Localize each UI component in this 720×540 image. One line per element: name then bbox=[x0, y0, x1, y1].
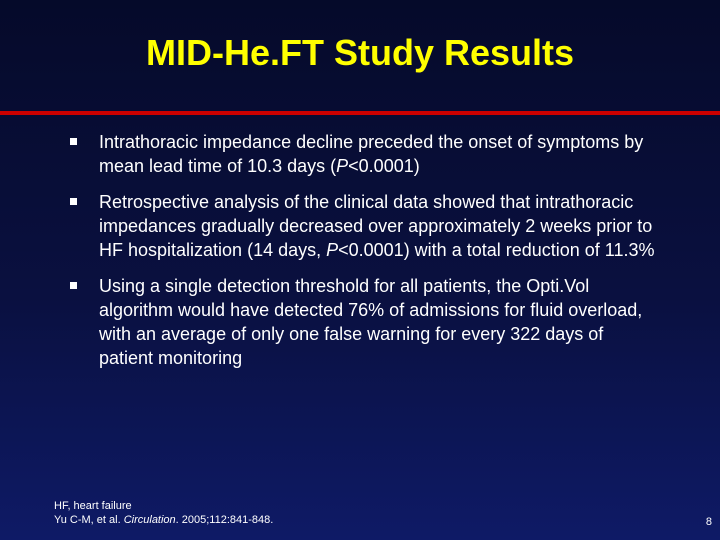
bullet-list bbox=[70, 130, 660, 382]
abbreviation-note: HF, heart failure bbox=[54, 500, 132, 512]
square-bullet-icon bbox=[70, 138, 77, 145]
reference-citation: Yu C-M, et al. Circulation. 2005;112:841-848. bbox=[54, 514, 274, 526]
title-divider bbox=[0, 111, 720, 115]
bullet-text: Using a single detection threshold for all patients, the Opti.Vol algorithm would have detected 76% of admissions for fluid overload, with an average of only one false warning for every 322 days of patient monitoring bbox=[99, 276, 643, 368]
page-number: 8 bbox=[705, 516, 712, 528]
square-bullet-icon bbox=[70, 198, 77, 205]
square-bullet-icon bbox=[70, 282, 77, 289]
footnote bbox=[54, 499, 273, 527]
slide-title: MID-He.FT Study Results bbox=[145, 32, 575, 73]
bullet-item-2 bbox=[70, 190, 660, 262]
bullet-item-1 bbox=[70, 130, 660, 178]
bullet-text: Retrospective analysis of the clinical data showed that intrathoracic impedances gradually decreased over approximately 2 weeks prior to HF hospitalization (14 days, P<0.0001) with a total reduction of 11.3% bbox=[99, 192, 655, 260]
bullet-text: Intrathoracic impedance decline preceded the onset of symptoms by mean lead time of 10.3 days (P<0.0001) bbox=[99, 132, 644, 176]
bullet-item-3 bbox=[70, 274, 660, 370]
